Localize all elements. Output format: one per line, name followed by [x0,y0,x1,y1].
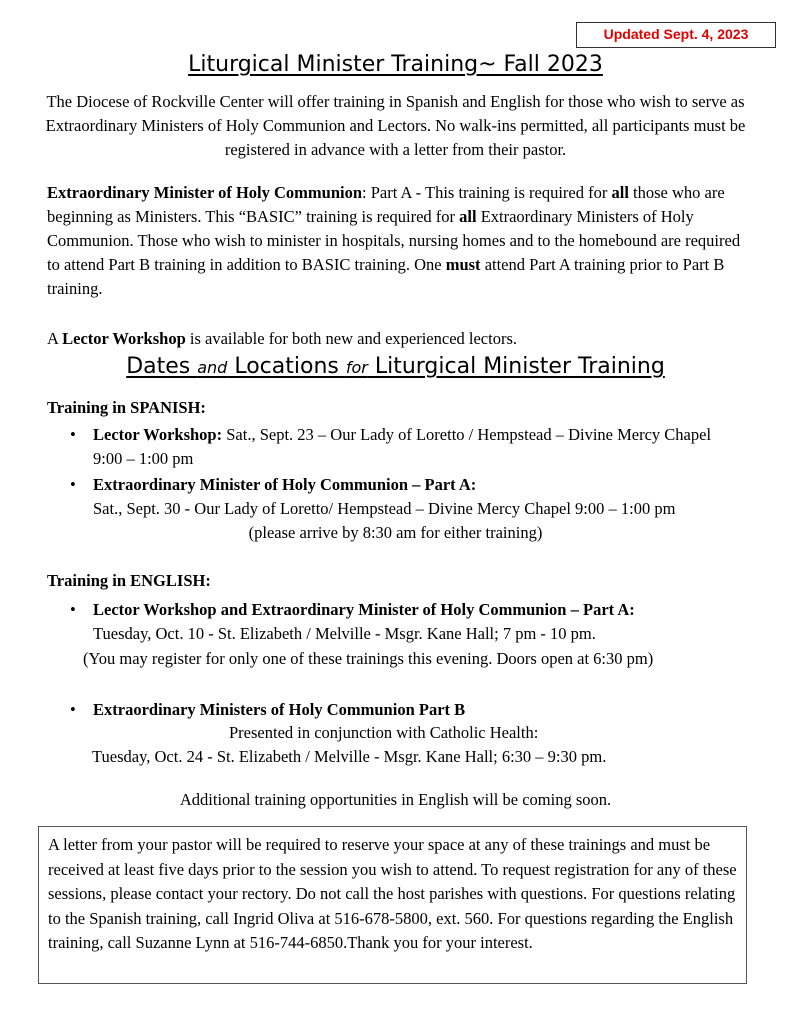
english-part-b-presented: Presented in conjunction with Catholic Health: [229,723,539,742]
emhc-must: must [445,255,481,274]
bullet-dot: • [70,425,76,444]
emhc-all-2: all [459,207,477,226]
bullet-title [93,473,733,497]
lector-paragraph [47,327,747,351]
emhc-text-2: those who are beginning as Ministers. This “BASIC” training is required for [47,183,725,226]
english-register-note: (You may register for only one of these trainings this evening. Doors open at 6:30 pm) [83,649,654,668]
bullet-title-text: Lector Workshop and Extraordinary Minister of Holy Communion – Part A: [93,600,635,619]
english-lector-details: Tuesday, Oct. 10 - St. Elizabeth / Melville - Msgr. Kane Hall; 7 pm - 10 pm. [93,624,596,643]
bullet-body [93,423,733,471]
lector-bold: Lector Workshop [62,329,186,348]
subtitle-part-2: Locations [227,354,346,379]
spanish-emhc-details: Sat., Sept. 30 - Our Lady of Loretto/ Hempstead – Divine Mercy Chapel 9:00 – 1:00 pm [93,499,676,518]
subtitle-and: and [197,358,228,377]
english-heading: Training in ENGLISH: [47,571,211,590]
bullet-title-text: Extraordinary Ministers of Holy Communion Part B [93,700,466,719]
bullet-title [93,698,733,722]
emhc-text-3: Extraordinary Ministers of Holy Communion. Those who wish to minister in hospitals, nursing homes and to the homebound are required to attend Part B training in addition to BASIC training. One [47,207,741,274]
spanish-arrival-note: (please arrive by 8:30 am for either training) [248,523,543,542]
lector-post: is available for both new and experienced lectors. [185,329,518,348]
emhc-lead: Extraordinary Minister of Holy Communion [47,183,363,202]
additional-note: Additional training opportunities in English will be coming soon. [179,790,612,809]
bullet-dot: • [70,700,76,719]
emhc-paragraph [47,181,747,301]
subtitle-for: for [345,358,368,377]
page-title [0,52,791,77]
lector-pre: A [47,329,63,348]
section-title [0,354,791,379]
english-part-b-details: Tuesday, Oct. 24 - St. Elizabeth / Melville - Msgr. Kane Hall; 6:30 – 9:30 pm. [92,747,607,766]
spanish-heading: Training in SPANISH: [47,398,206,417]
notice-text: A letter from your pastor will be required to reserve your space at any of these trainings and must be received at least five days prior to the session you wish to attend. To request registration for any of these sessions, please contact your rectory. Do not call the host parishes with questions. For questions relating to the Spanish training, call Ingrid Oliva at 516-678-5800, ext. 560. For questions regarding the English training, call Suzanne Lynn at 516-744-6850.Thank you for your interest. [48,835,737,952]
section-title-text [126,354,665,379]
bullet-title [93,598,753,622]
emhc-all-1: all [611,183,629,202]
emhc-text-1: : Part A - This training is required for [362,183,612,202]
emhc-text-4: attend Part A training prior to Part B training. [47,255,725,298]
bullet-text: Sat., Sept. 23 – Our Lady of Loretto / Hempstead – Divine Mercy Chapel 9:00 – 1:00 pm [93,425,712,468]
subtitle-part-3: Liturgical Minister Training [367,354,665,379]
page-title-text: Liturgical Minister Training~ Fall 2023 [188,52,603,77]
intro-paragraph: The Diocese of Rockville Center will offer training in Spanish and English for those who wish to serve as Extraordinary Ministers of Holy Communion and Lectors. No walk-ins permitted, all participants must be registered in advance with a letter from their pastor. [45,92,746,159]
updated-badge: Updated Sept. 4, 2023 [576,22,776,48]
pastor-letter-notice [38,826,747,984]
bullet-title-text: Extraordinary Minister of Holy Communion – Part A: [93,475,477,494]
subtitle-part-1: Dates [126,354,198,379]
bullet-dot: • [70,475,76,494]
bullet-title: Lector Workshop: [93,425,223,444]
bullet-dot: • [70,600,76,619]
